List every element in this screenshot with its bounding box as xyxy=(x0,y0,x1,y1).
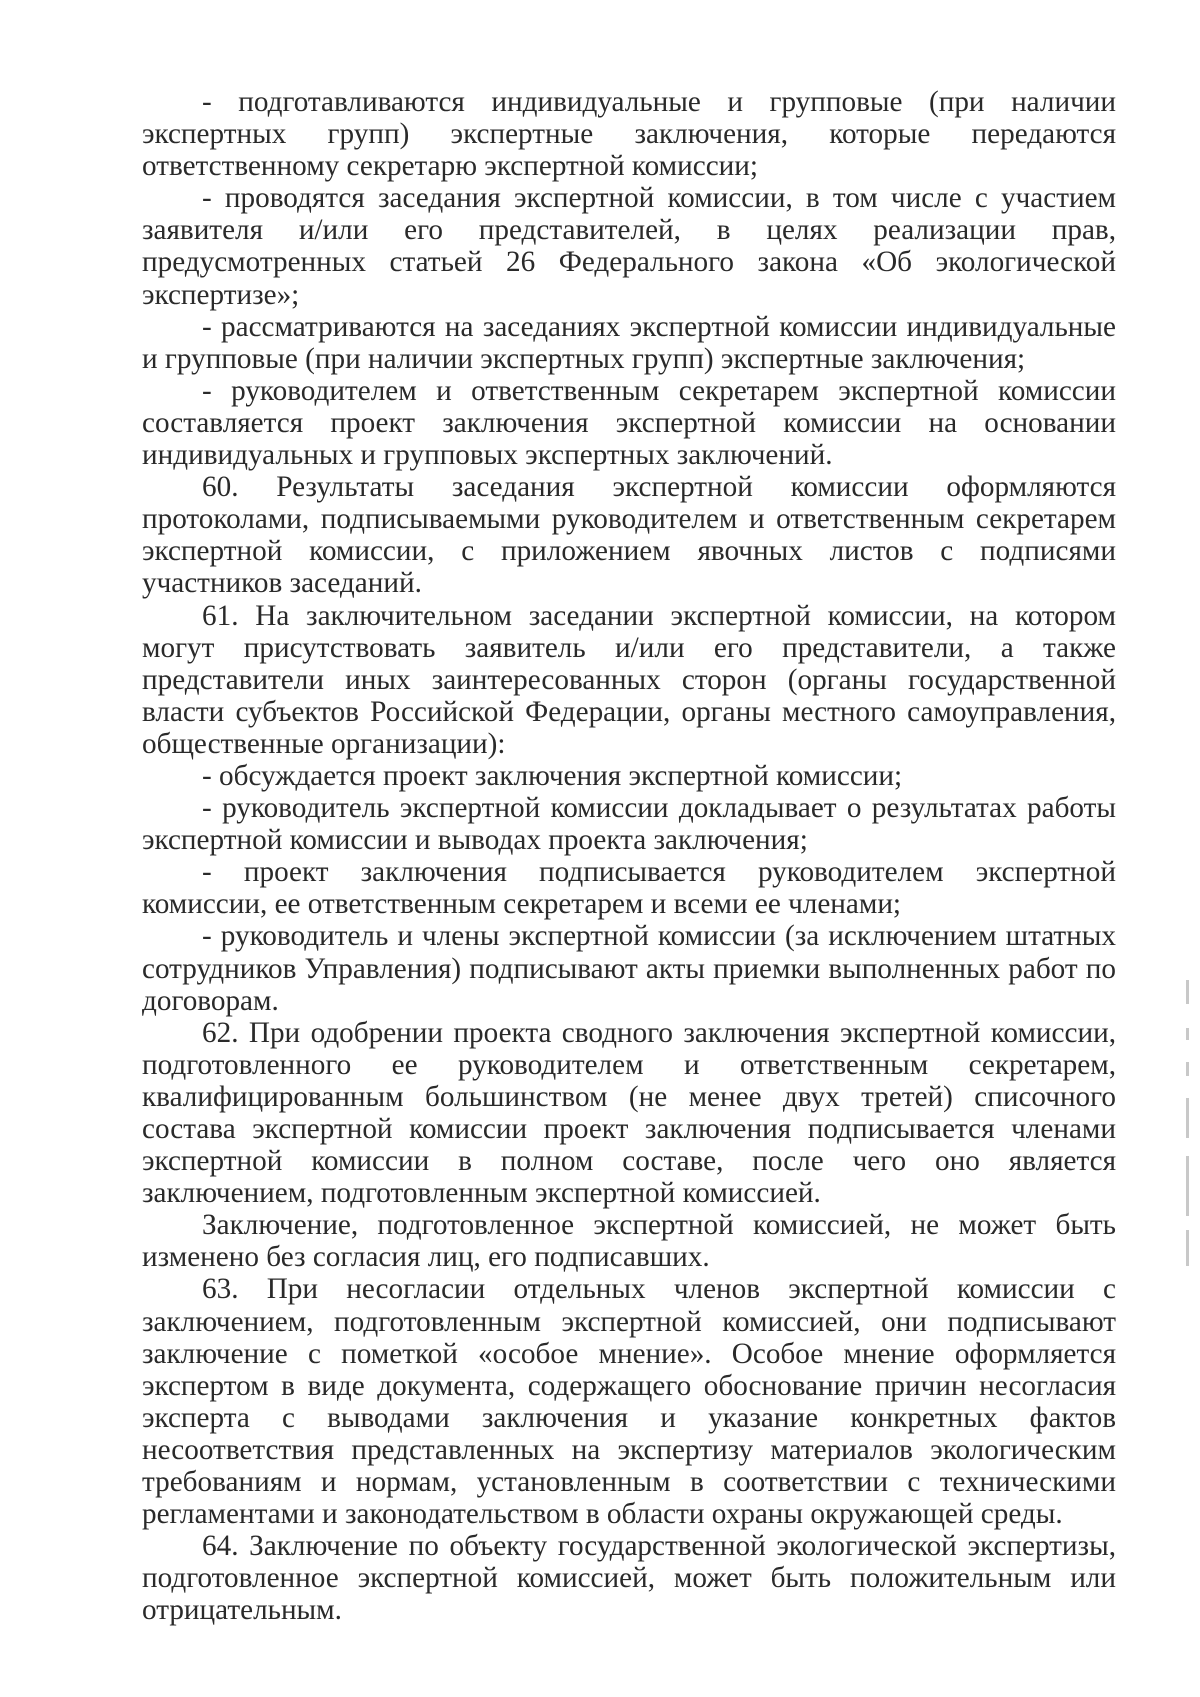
paragraph-8: - руководитель экспертной комиссии докладывает о результатах работы экспертной комиссии и выводах проекта заключения; xyxy=(142,792,1116,857)
document-body xyxy=(142,86,1116,1627)
paragraph-14: 64. Заключение по объекту государственной экологической экспертизы, подготовленное экспертной комиссией, может быть положительным или отрицательным. xyxy=(142,1530,1116,1627)
paragraph-12: Заключение, подготовленное экспертной комиссией, не может быть изменено без согласия лиц, его подписавших. xyxy=(142,1209,1116,1274)
paragraph-4: - руководителем и ответственным секретарем экспертной комиссии составляется проект заключения экспертной комиссии на основании индивидуальных и групповых экспертных заключений. xyxy=(142,374,1116,472)
paragraph-2: - проводятся заседания экспертной комиссии, в том числе с участием заявителя и/или его представителей, в целях реализации прав, предусмотренных статьей 26 Федерального закона «Об экологической экспертизе»; xyxy=(142,182,1116,311)
paragraph-1: - подготавливаются индивидуальные и групповые (при наличии экспертных групп) экспертные заключения, которые передаются ответственному секретарю экспертной комиссии; xyxy=(142,86,1116,183)
paragraph-13: 63. При несогласии отдельных членов экспертной комиссии с заключением, подготовленным экспертной комиссией, они подписывают заключение с пометкой «особое мнение». Особое мнение оформляется экспертом в виде документа, содержащего обоснование причин несогласия эксперта с выводами заключения и указание конкретных фактов несоответствия представленных на экспертизу материалов экологическим требованиям и нормам, установленным в соответствии с техническими регламентами и законодательством в области охраны окружающей среды. xyxy=(142,1273,1116,1531)
paragraph-7: - обсуждается проект заключения экспертной комиссии; xyxy=(202,759,903,792)
paragraph-11: 62. При одобрении проекта сводного заключения экспертной комиссии, подготовленного ее руководителем и ответственным секретарем, квалифицированным большинством (не менее двух третей) списочного состава экспертной комиссии проект заключения подписывается членами экспертной комиссии в полном составе, после чего оно является заключением, подготовленным экспертной комиссией. xyxy=(142,1016,1116,1210)
paragraph-5: 60. Результаты заседания экспертной комиссии оформляются протоколами, подписываемыми руководителем и ответственным секретарем экспертной комиссии, с приложением явочных листов с подписями участников заседаний. xyxy=(142,471,1116,600)
scan-edge-marks xyxy=(1186,980,1192,1280)
paragraph-6: 61. На заключительном заседании экспертной комиссии, на котором могут присутствовать заявитель и/или его представители, а также представители иных заинтересованных сторон (органы государственной власти субъектов Российской Федерации, органы местного самоуправления, общественные организации): xyxy=(142,599,1116,760)
paragraph-10: - руководитель и члены экспертной комиссии (за исключением штатных сотрудников Управления) подписывают акты приемки выполненных работ по договорам. xyxy=(142,920,1116,1017)
paragraph-3: - рассматриваются на заседаниях экспертной комиссии индивидуальные и групповые (при наличии экспертных групп) экспертные заключения; xyxy=(142,310,1116,375)
paragraph-9: - проект заключения подписывается руководителем экспертной комиссии, ее ответственным секретарем и всеми ее членами; xyxy=(142,856,1116,921)
